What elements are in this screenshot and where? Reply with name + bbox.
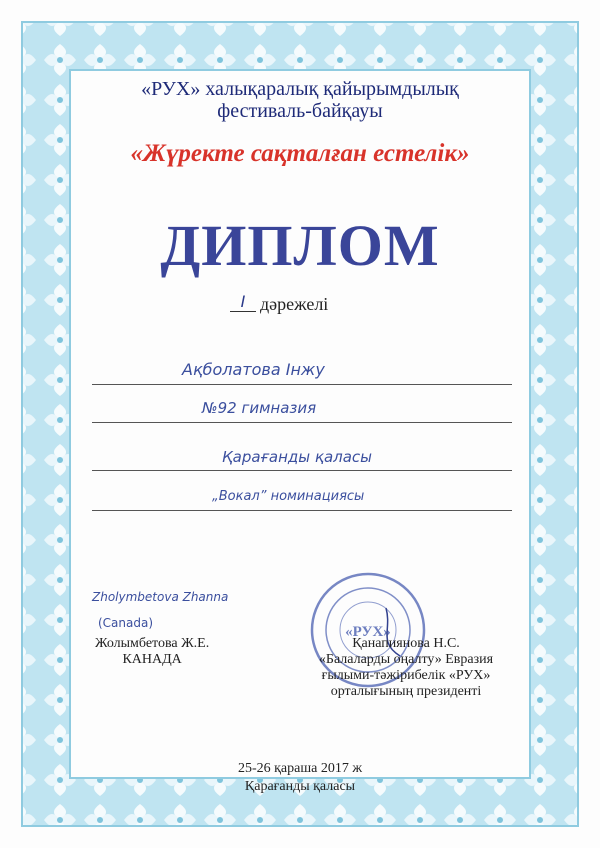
right-signatory-position-3: орталығының президенті: [330, 684, 482, 699]
nomination-line: [92, 484, 512, 511]
school-line: [92, 396, 512, 423]
degree-label: дәрежелі: [260, 294, 329, 314]
organization-heading: [90, 78, 510, 122]
right-signatory-position-2: ғылыми-тәжірибелік «РУХ»: [321, 668, 491, 683]
degree-number: I: [230, 292, 256, 312]
organization-line-1: «РУХ» халықаралық қайырымдылық: [141, 78, 459, 100]
organization-line-2: фестиваль-байқауы: [217, 100, 383, 122]
recipient-city: Қарағанды қаласы: [222, 448, 372, 466]
left-signatory-country: КАНАДА: [122, 652, 182, 667]
left-country-note: (Canada): [98, 616, 154, 630]
stamp-short-text: «РУХ»: [345, 624, 391, 640]
left-signatory-name: Жолымбетова Ж.Е.: [95, 636, 210, 651]
festival-name: «Жүректе сақталған естелік»: [130, 140, 470, 167]
recipient-nomination: „Вокал” номинациясы: [212, 489, 365, 504]
city-line: [92, 444, 512, 471]
footer-city: Қарағанды қаласы: [244, 779, 356, 794]
left-signature-block: [92, 590, 228, 630]
recipient-name-line: [92, 358, 512, 385]
diploma-title: ДИПЛОМ: [160, 213, 440, 278]
recipient-school: №92 гимназия: [202, 399, 317, 417]
left-signature: Zholymbetova Zhanna: [92, 590, 229, 604]
right-signatory-position-1: «Балаларды оңалту» Евразия: [318, 652, 494, 667]
recipient-name: Ақболатова Інжу: [182, 360, 325, 379]
left-signatory: [95, 636, 209, 668]
footer: [90, 760, 510, 796]
right-signatory-name: Қанапиянова Н.С.: [352, 636, 460, 651]
right-signatory: [296, 636, 516, 700]
footer-date: 25-26 қараша 2017 ж: [237, 761, 363, 776]
